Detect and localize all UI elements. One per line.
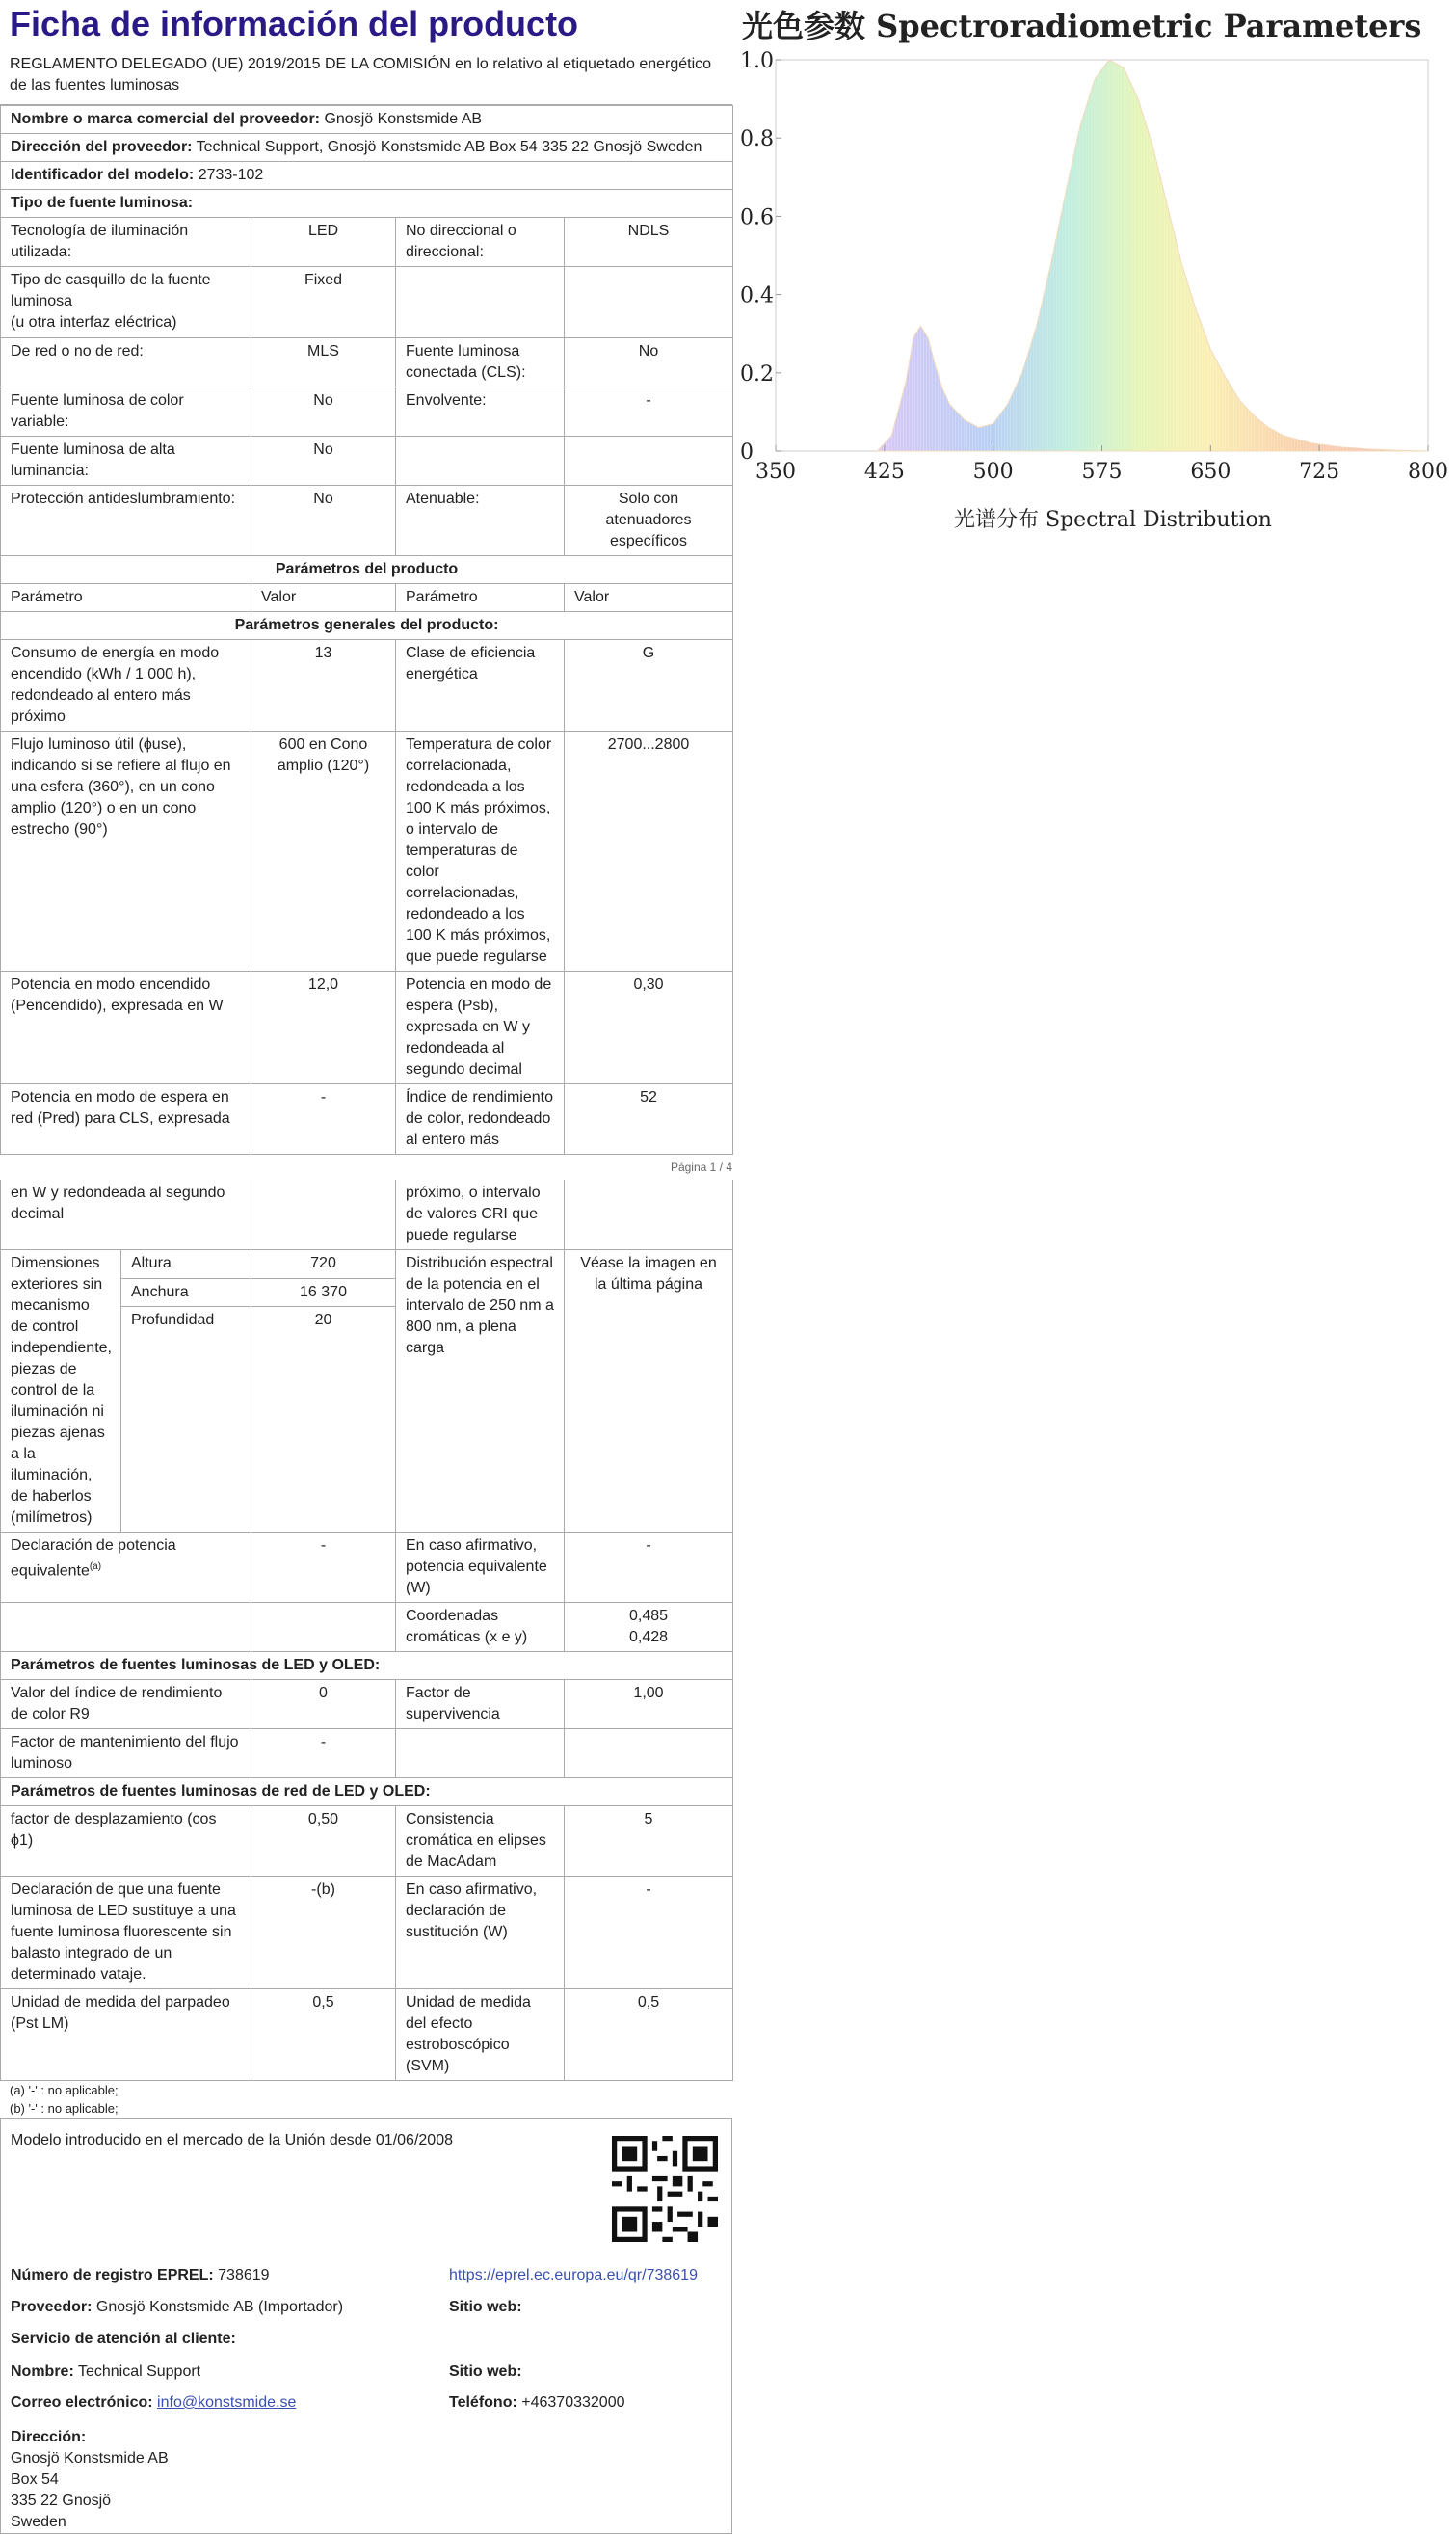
cell: Potencia en modo de espera (Psb), expresada en W y redondeada al segundo decimal — [396, 972, 565, 1084]
address-block: Dirección: Gnosjö Konstsmide AB Box 54 335 22 Gnosjö Sweden — [11, 2429, 169, 2530]
dim-name: Profundidad — [121, 1307, 251, 1335]
cell: Véase la imagen en la última página — [565, 1250, 733, 1533]
cell: en W y redondeada al segundo decimal — [1, 1180, 251, 1250]
qr-code-icon — [612, 2136, 718, 2242]
website-label: Sitio web: — [449, 2299, 522, 2315]
customer-service-label: Servicio de atención al cliente: — [11, 2331, 236, 2347]
cell: 13 — [251, 640, 396, 732]
cell: De red o no de red: — [1, 338, 251, 387]
cell: Distribución espectral de la potencia en el intervalo de 250 nm a 800 nm, a plena carga — [396, 1250, 565, 1533]
cell: No direccional o direccional: — [396, 218, 565, 267]
cell: Tipo de casquillo de la fuente luminosa (u otra interfaz eléctrica) — [1, 267, 251, 338]
cell: Declaración de que una fuente luminosa de LED sustituye a una fuente luminosa fluorescente sin balasto integrado de un determinado vataje. — [1, 1877, 251, 1989]
cell: Potencia en modo encendido (Pencendido), expresada en W — [1, 972, 251, 1084]
cell: Dimensiones exteriores sin mecanismo de control independiente, piezas de control de la iluminación ni piezas ajenas a la iluminación, de haberlos (milímetros) — [1, 1250, 121, 1533]
cell: 0,30 — [565, 972, 733, 1084]
dim-name: Anchura — [121, 1278, 251, 1307]
email-link[interactable]: info@konstsmide.se — [157, 2394, 297, 2411]
cell: Protección antideslumbramiento: — [1, 486, 251, 556]
cell: - — [565, 387, 733, 437]
cell: Fuente luminosa conectada (CLS): — [396, 338, 565, 387]
cell: - — [251, 1729, 396, 1778]
contact-name: Nombre: Technical Support — [11, 2363, 201, 2380]
dim-name: Altura — [121, 1250, 251, 1279]
cell: 0,5 — [251, 1989, 396, 2081]
cell: - — [565, 1877, 733, 1989]
cell: Consumo de energía en modo encendido (kWh / 1 000 h), redondeado al entero más próximo — [1, 640, 251, 732]
chart-xlabel: 光谱分布 Spectral Distribution — [954, 508, 1272, 532]
cell: Factor de mantenimiento del flujo luminoso — [1, 1729, 251, 1778]
page-number: Página 1 / 4 — [670, 1160, 732, 1174]
cell: Coordenadas cromáticas (x e y) — [396, 1603, 565, 1652]
y-tick-label: 0.2 — [740, 361, 774, 387]
cell: Unidad de medida del parpadeo (Pst LM) — [1, 1989, 251, 2081]
cell: 2700...2800 — [565, 732, 733, 972]
cell: 600 en Cono amplio (120°) — [251, 732, 396, 972]
cell: 52 — [565, 1084, 733, 1155]
cell: Flujo luminoso útil (ϕuse), indicando si se refiere al flujo en una esfera (360°), en un cono amplio (120°) o en un cono estrecho (90°) — [1, 732, 251, 972]
x-tick-label: 725 — [1299, 460, 1340, 484]
cell — [396, 437, 565, 486]
cell: Clase de eficiencia energética — [396, 640, 565, 732]
phone-line: Teléfono: +46370332000 — [449, 2394, 625, 2411]
cell: Potencia en modo de espera en red (Pred) para CLS, expresada — [1, 1084, 251, 1155]
spectral-chart — [732, 0, 1456, 540]
footnote-a: (a) '-' : no aplicable; — [10, 2083, 119, 2097]
cell: 12,0 — [251, 972, 396, 1084]
dim-value: 16 370 — [251, 1278, 396, 1307]
params-table-cont — [0, 1180, 733, 2081]
cell: próximo, o intervalo de valores CRI que puede regularse — [396, 1180, 565, 1250]
cell: No — [565, 338, 733, 387]
cell: Índice de rendimiento de color, redondeado al entero más — [396, 1084, 565, 1155]
cell — [565, 267, 733, 338]
eprel-number: Número de registro EPREL: 738619 — [11, 2267, 270, 2283]
source-type-heading: Tipo de fuente luminosa: — [1, 190, 733, 218]
page-title: Ficha de información del producto — [10, 4, 579, 43]
cell: Atenuable: — [396, 486, 565, 556]
col-header: Parámetro — [1, 584, 251, 612]
y-tick-label: 0 — [740, 440, 754, 465]
cell: 0,50 — [251, 1806, 396, 1877]
footnote-b: (b) '-' : no aplicable; — [10, 2101, 119, 2116]
y-tick-label: 0.8 — [740, 127, 774, 152]
cell: No — [251, 387, 396, 437]
eprel-footer — [0, 2118, 732, 2534]
x-tick-label: 800 — [1408, 460, 1448, 484]
cell: factor de desplazamiento (cos ϕ1) — [1, 1806, 251, 1877]
col-header: Valor — [565, 584, 733, 612]
cell: NDLS — [565, 218, 733, 267]
cell: 0,485 0,428 — [565, 1603, 733, 1652]
cell: No — [251, 486, 396, 556]
cell: Declaración de potencia equivalente$^{(a)}$ — [1, 1533, 251, 1603]
cell: Solo con atenuadores específicos — [565, 486, 733, 556]
supplier-address-row: Dirección del proveedor: Technical Support, Gnosjö Konstsmide AB Box 54 335 22 Gnosjö Sweden — [1, 134, 733, 162]
cell: En caso afirmativo, declaración de sustitución (W) — [396, 1877, 565, 1989]
x-tick-label: 500 — [972, 460, 1014, 484]
cell: Temperatura de color correlacionada, redondeada a los 100 K más próximos, o intervalo de temperaturas de color correlacionadas, redondeado a los 100 K más próximos, que puede regularse — [396, 732, 565, 972]
y-tick-label: 0.4 — [740, 283, 774, 308]
cell: Fuente luminosa de alta luminancia: — [1, 437, 251, 486]
cell: 5 — [565, 1806, 733, 1877]
y-tick-label: 0.6 — [740, 205, 774, 230]
cell: Unidad de medida del efecto estroboscópico (SVM) — [396, 1989, 565, 2081]
x-tick-label: 575 — [1081, 460, 1123, 484]
cell: En caso afirmativo, potencia equivalente (W) — [396, 1533, 565, 1603]
cell: 1,00 — [565, 1680, 733, 1729]
model-id-row: Identificador del modelo: 2733-102 — [1, 162, 733, 190]
supplier-table — [0, 105, 733, 1155]
eprel-link[interactable]: https://eprel.ec.europa.eu/qr/738619 — [449, 2267, 698, 2283]
cell: 0,5 — [565, 1989, 733, 2081]
chart-title: 光色参数 Spectroradiometric Parameters — [742, 8, 1422, 44]
cell — [396, 267, 565, 338]
website-label-2: Sitio web: — [449, 2363, 522, 2380]
y-tick-label: 1.0 — [740, 49, 774, 73]
cell: Factor de supervivencia — [396, 1680, 565, 1729]
mains-led-heading: Parámetros de fuentes luminosas de red de LED y OLED: — [1, 1778, 733, 1806]
cell: Consistencia cromática en elipses de MacAdam — [396, 1806, 565, 1877]
led-params-heading: Parámetros de fuentes luminosas de LED y OLED: — [1, 1652, 733, 1680]
email-line: Correo electrónico: info@konstsmide.se — [11, 2394, 297, 2411]
cell: G — [565, 640, 733, 732]
cell — [565, 437, 733, 486]
cell — [565, 1729, 733, 1778]
cell: - — [251, 1084, 396, 1155]
x-tick-label: 350 — [755, 460, 796, 484]
regulation-text: REGLAMENTO DELEGADO (UE) 2019/2015 DE LA COMISIÓN en lo relativo al etiquetado energético de las fuentes luminosas — [0, 46, 732, 105]
spectral-plot — [732, 0, 1456, 501]
col-header: Parámetro — [396, 584, 565, 612]
market-since: Modelo introducido en el mercado de la Unión desde 01/06/2008 — [11, 2132, 453, 2148]
cell: - — [565, 1533, 733, 1603]
cell: Valor del índice de rendimiento de color R9 — [1, 1680, 251, 1729]
cell — [396, 1729, 565, 1778]
col-header: Valor — [251, 584, 396, 612]
cell: - — [251, 1533, 396, 1603]
product-params-heading: Parámetros del producto — [1, 556, 733, 584]
cell: LED — [251, 218, 396, 267]
x-tick-label: 650 — [1190, 460, 1231, 484]
cell: 0 — [251, 1680, 396, 1729]
cell: Envolvente: — [396, 387, 565, 437]
cell: -(b) — [251, 1877, 396, 1989]
dim-value: 20 — [251, 1307, 396, 1335]
cell: Fixed — [251, 267, 396, 338]
cell: Tecnología de iluminación utilizada: — [1, 218, 251, 267]
x-tick-label: 425 — [863, 460, 905, 484]
cell: Fuente luminosa de color variable: — [1, 387, 251, 437]
supplier-line: Proveedor: Gnosjö Konstsmide AB (Importador) — [11, 2299, 344, 2315]
dim-value: 720 — [251, 1250, 396, 1279]
supplier-name-row: Nombre o marca comercial del proveedor: Gnosjö Konstsmide AB — [1, 106, 733, 134]
cell: No — [251, 437, 396, 486]
cell: MLS — [251, 338, 396, 387]
general-params-heading: Parámetros generales del producto: — [1, 612, 733, 640]
